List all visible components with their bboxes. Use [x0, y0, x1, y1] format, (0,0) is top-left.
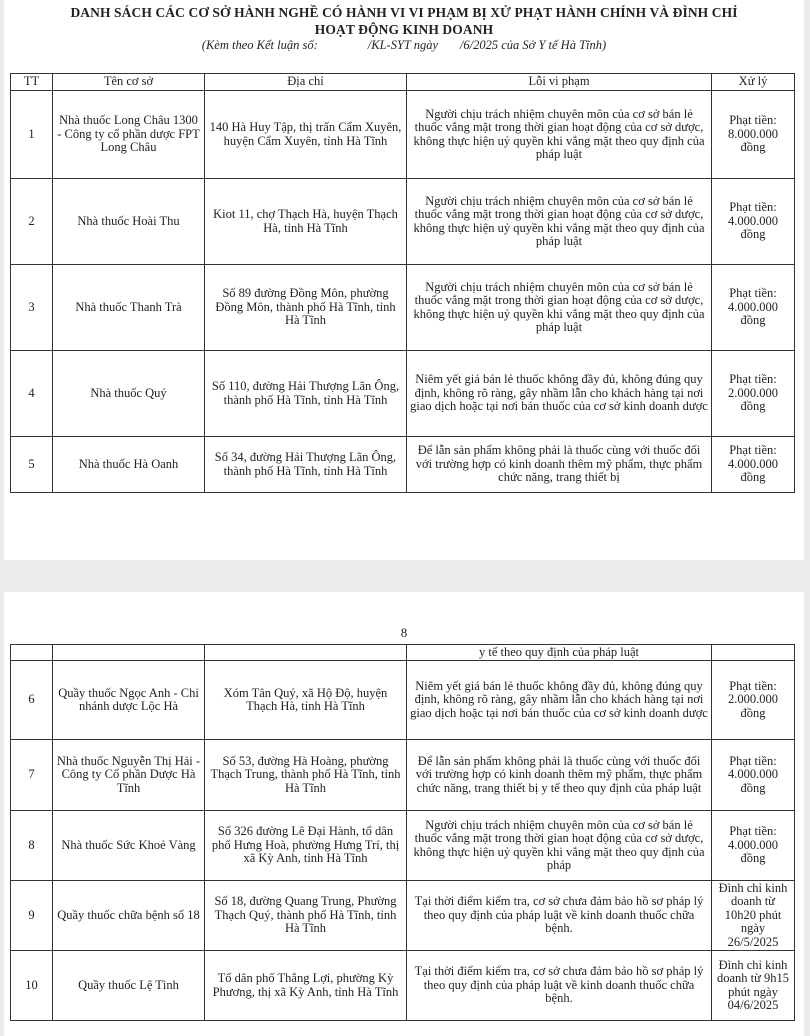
- violation-text: Người chịu trách nhiệm chuyên môn của cơ sở bán lẻ thuốc vắng mặt trong thời gian hoạt động của cơ sở dược, không thực hiện uỷ quyền khi vắng mặt theo quy định của pháp luật: [407, 179, 712, 265]
- facility-name: Nhà thuốc Sức Khoẻ Vàng: [53, 811, 205, 881]
- table-row: [11, 661, 795, 740]
- title-line-2: HOẠT ĐỘNG KINH DOANH: [314, 22, 494, 37]
- facility-name: Nhà thuốc Quý: [53, 351, 205, 437]
- table-header: [11, 74, 795, 91]
- violation-text: Tại thời điểm kiểm tra, cơ sở chưa đảm bảo hồ sơ pháp lý theo quy định của pháp luật về kinh doanh thuốc chữa bệnh.: [407, 951, 712, 1021]
- facility-name: Nhà thuốc Long Châu 1300 - Công ty cổ phần dược FPT Long Châu: [53, 91, 205, 179]
- row-number: 2: [11, 179, 53, 265]
- document-title: [4, 0, 804, 38]
- action-text: Phạt tiền: 4.000.000 đồng: [712, 265, 795, 351]
- table-row: [11, 437, 795, 493]
- violations-table-page-2: [10, 644, 795, 1021]
- column-header-name: Tên cơ sở: [53, 74, 205, 91]
- facility-name: Nhà thuốc Nguyễn Thị Hải - Công ty Cổ phần Dược Hà Tĩnh: [53, 740, 205, 811]
- facility-name: Quầy thuốc chữa bệnh số 18: [53, 881, 205, 951]
- facility-name: Quầy thuốc Ngọc Anh - Chi nhánh dược Lộc Hà: [53, 661, 205, 740]
- row-number: [11, 645, 53, 661]
- subtitle-part-2: /KL-SYT ngày: [367, 38, 439, 52]
- table-row: [11, 881, 795, 951]
- facility-address: 140 Hà Huy Tập, thị trấn Cẩm Xuyên, huyện Cẩm Xuyên, tỉnh Hà Tĩnh: [205, 91, 407, 179]
- facility-name: Nhà thuốc Hoài Thu: [53, 179, 205, 265]
- action-text: [712, 645, 795, 661]
- table-row: [11, 811, 795, 881]
- row-number: 8: [11, 811, 53, 881]
- violation-text: Để lẫn sản phẩm không phải là thuốc cùng với thuốc đối với trường hợp có kinh doanh thêm mỹ phẩm, thực phẩm chức năng, trang thiết bị: [407, 437, 712, 493]
- action-text: Phạt tiền: 8.000.000 đồng: [712, 91, 795, 179]
- action-text: Phạt tiền: 2.000.000 đồng: [712, 661, 795, 740]
- action-text: Phạt tiền: 4.000.000 đồng: [712, 179, 795, 265]
- facility-address: Số 53, đường Hà Hoàng, phường Thạch Trung, thành phố Hà Tĩnh, tỉnh Hà Tĩnh: [205, 740, 407, 811]
- document-subtitle: [4, 38, 804, 53]
- action-text: Phạt tiền: 4.000.000 đồng: [712, 740, 795, 811]
- facility-address: Số 18, đường Quang Trung, Phường Thạch Quý, thành phố Hà Tĩnh, tỉnh Hà Tĩnh: [205, 881, 407, 951]
- facility-address: Số 89 đường Đồng Môn, phường Đồng Môn, thành phố Hà Tĩnh, tỉnh Hà Tĩnh: [205, 265, 407, 351]
- action-text: Phạt tiền: 4.000.000 đồng: [712, 811, 795, 881]
- row-number: 5: [11, 437, 53, 493]
- title-line-1: DANH SÁCH CÁC CƠ SỞ HÀNH NGHỀ CÓ HÀNH VI VI PHẠM BỊ XỬ PHẠT HÀNH CHÍNH VÀ ĐÌNH CHỈ: [70, 5, 738, 20]
- violation-text: Niêm yết giá bán lẻ thuốc không đầy đủ, không đúng quy định, không rõ ràng, gây nhầm lẫn cho khách hàng tại nơi giao dịch hoặc tại nơi bán thuốc của cơ sở kinh doanh dược: [407, 661, 712, 740]
- table-row-continuation: [11, 645, 795, 661]
- table-row: [11, 91, 795, 179]
- table-row: [11, 740, 795, 811]
- violation-text: Người chịu trách nhiệm chuyên môn của cơ sở bán lẻ thuốc vắng mặt trong thời gian hoạt động của cơ sở dược, không thực hiện uỷ quyền khi vắng mặt theo quy định của pháp: [407, 811, 712, 881]
- facility-name: [53, 645, 205, 661]
- row-number: 4: [11, 351, 53, 437]
- row-number: 9: [11, 881, 53, 951]
- facility-address: Tổ dân phố Thắng Lợi, phường Kỳ Phương, thị xã Kỳ Anh, tỉnh Hà Tĩnh: [205, 951, 407, 1021]
- column-header-action: Xử lý: [712, 74, 795, 91]
- row-number: 1: [11, 91, 53, 179]
- subtitle-part-3: /6/2025 của Sở Y tế Hà Tĩnh): [459, 38, 607, 52]
- violation-text: Niêm yết giá bán lẻ thuốc không đầy đủ, không đúng quy định, không rõ ràng, gây nhầm lẫn cho khách hàng tại nơi giao dịch hoặc tại nơi bán thuốc của cơ sở kinh doanh dược: [407, 351, 712, 437]
- violation-text: Để lẫn sản phẩm không phải là thuốc cùng với thuốc đối với trường hợp có kinh doanh thêm mỹ phẩm, thực phẩm chức năng, trang thiết bị y tế theo quy định của pháp luật: [407, 740, 712, 811]
- row-number: 7: [11, 740, 53, 811]
- document-page-2: [4, 592, 804, 1036]
- action-text: Đình chỉ kinh doanh từ 10h20 phút ngày 26/5/2025: [712, 881, 795, 951]
- row-number: 10: [11, 951, 53, 1021]
- table-row: [11, 265, 795, 351]
- table-row: [11, 179, 795, 265]
- action-text: Phạt tiền: 4.000.000 đồng: [712, 437, 795, 493]
- table-row: [11, 351, 795, 437]
- violation-text: Người chịu trách nhiệm chuyên môn của cơ sở bán lẻ thuốc vắng mặt trong thời gian hoạt động của cơ sở dược, không thực hiện uỷ quyền khi vắng mặt theo quy định của pháp luật: [407, 91, 712, 179]
- column-header-address: Địa chỉ: [205, 74, 407, 91]
- violation-text: y tế theo quy định của pháp luật: [407, 645, 712, 661]
- action-text: Phạt tiền: 2.000.000 đồng: [712, 351, 795, 437]
- action-text: Đình chỉ kinh doanh từ 9h15 phút ngày 04/6/2025: [712, 951, 795, 1021]
- violation-text: Người chịu trách nhiệm chuyên môn của cơ sở bán lẻ thuốc vắng mặt trong thời gian hoạt động của cơ sở dược, không thực hiện uỷ quyền khi vắng mặt theo quy định của pháp luật: [407, 265, 712, 351]
- table-row: [11, 951, 795, 1021]
- page-number: 8: [400, 625, 408, 640]
- row-number: 6: [11, 661, 53, 740]
- facility-name: Nhà thuốc Hà Oanh: [53, 437, 205, 493]
- facility-address: [205, 645, 407, 661]
- facility-address: Xóm Tân Quý, xã Hộ Độ, huyện Thạch Hà, tỉnh Hà Tĩnh: [205, 661, 407, 740]
- facility-address: Số 34, đường Hải Thượng Lãn Ông, thành phố Hà Tĩnh, tỉnh Hà Tĩnh: [205, 437, 407, 493]
- column-header-tt: TT: [11, 74, 53, 91]
- facility-address: Số 110, đường Hải Thượng Lãn Ông, thành phố Hà Tĩnh, tỉnh Hà Tĩnh: [205, 351, 407, 437]
- facility-address: Kiot 11, chợ Thạch Hà, huyện Thạch Hà, tỉnh Hà Tĩnh: [205, 179, 407, 265]
- facility-name: Nhà thuốc Thanh Trà: [53, 265, 205, 351]
- violations-table-page-1: [10, 73, 795, 493]
- violation-text: Tại thời điểm kiểm tra, cơ sở chưa đảm bảo hồ sơ pháp lý theo quy định của pháp luật về kinh doanh thuốc chữa bệnh.: [407, 881, 712, 951]
- column-header-violation: Lỗi vi phạm: [407, 74, 712, 91]
- document-page-1: [4, 0, 804, 560]
- row-number: 3: [11, 265, 53, 351]
- facility-name: Quầy thuốc Lệ Tình: [53, 951, 205, 1021]
- subtitle-part-1: (Kèm theo Kết luận số:: [201, 38, 318, 52]
- facility-address: Số 326 đường Lê Đại Hành, tổ dân phố Hưng Hoà, phường Hưng Trí, thị xã Kỳ Anh, tỉnh Hà Tĩnh: [205, 811, 407, 881]
